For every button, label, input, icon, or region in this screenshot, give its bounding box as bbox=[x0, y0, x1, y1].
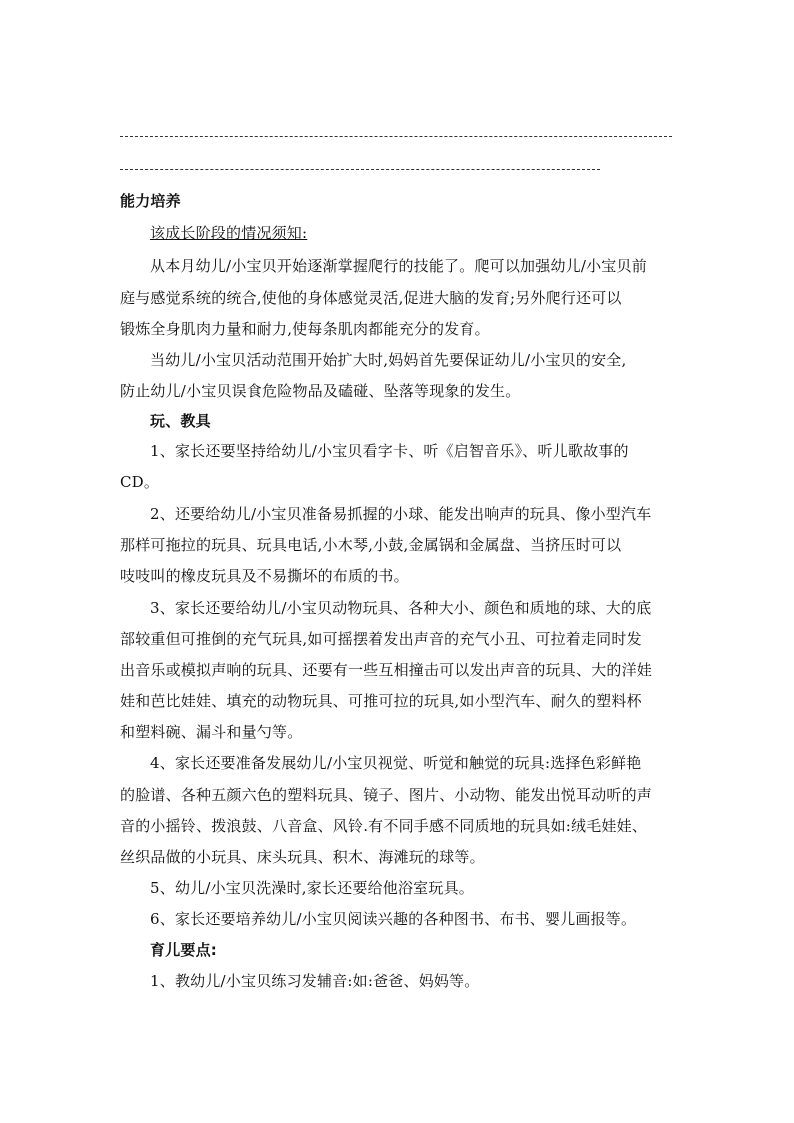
notice-heading: 该成长阶段的情况须知: bbox=[150, 224, 308, 242]
section-title: 能力培养 bbox=[120, 192, 181, 210]
paragraph-line: 当幼儿/小宝贝活动范围开始扩大时,妈妈首先要保证幼儿/小宝贝的安全, bbox=[150, 351, 627, 369]
list-item-line: 3、家长还要给幼儿/小宝贝动物玩具、各种大小、颜色和质地的球、大的底 bbox=[150, 599, 652, 617]
list-item-line: 1、教幼儿/小宝贝练习发辅音:如:爸爸、妈妈等。 bbox=[150, 972, 480, 990]
list-item-line: 娃和芭比娃娃、填充的动物玩具、可推可拉的玩具,如小型汽车、耐久的塑料杯 bbox=[120, 692, 642, 710]
list-item-line: 1、家长还要坚持给幼儿/小宝贝看字卡、听《启智音乐》、听儿歌故事的 bbox=[150, 442, 629, 460]
fill-in-line-1 bbox=[120, 136, 672, 137]
paragraph-line: 防止幼儿/小宝贝误食危险物品及磕碰、坠落等现象的发生。 bbox=[120, 382, 521, 400]
list-item-line: 吱吱叫的橡皮玩具及不易撕坏的布质的书。 bbox=[120, 567, 409, 585]
paragraph-line: 从本月幼儿/小宝贝开始逐渐掌握爬行的技能了。爬可以加强幼儿/小宝贝前 bbox=[150, 257, 647, 275]
paragraph-line: 锻炼全身肌肉力量和耐力,使每条肌肉都能充分的发育。 bbox=[120, 320, 490, 338]
paragraph-line: 庭与感觉系统的统合,使他的身体感觉灵活,促进大脑的发育;另外爬行还可以 bbox=[120, 289, 622, 307]
fill-in-line-2 bbox=[120, 169, 600, 170]
list-item-line: 音的小摇铃、拨浪鼓、八音盒、风铃.有不同手感不同质地的玩具如:绒毛娃娃、 bbox=[120, 817, 648, 835]
list-item-line: CD。 bbox=[120, 473, 160, 491]
list-item-line: 4、家长还要准备发展幼儿/小宝贝视觉、听觉和触觉的玩具:选择色彩鲜艳 bbox=[150, 754, 642, 772]
list-item-line: 的脸谱、各种五颜六色的塑料玩具、镜子、图片、小动物、能发出悦耳动听的声 bbox=[120, 786, 653, 804]
list-item-line: 5、幼儿/小宝贝洗澡时,家长还要给他浴室玩具。 bbox=[150, 879, 474, 897]
parenting-heading: 育儿要点: bbox=[150, 941, 217, 959]
list-item-line: 那样可拖拉的玩具、玩具电话,小木琴,小鼓,金属锅和金属盘、当挤压时可以 bbox=[120, 536, 622, 554]
list-item-line: 丝织品做的小玩具、床头玩具、积木、海滩玩的球等。 bbox=[120, 848, 485, 866]
list-item-line: 和塑料碗、漏斗和量勺等。 bbox=[120, 723, 303, 741]
list-item-line: 出音乐或模拟声响的玩具、还要有一些互相撞击可以发出声音的玩具、大的洋娃 bbox=[120, 661, 653, 679]
list-item-line: 部较重但可推倒的充气玩具,如可摇摆着发出声音的充气小丑、可拉着走同时发 bbox=[120, 630, 642, 648]
list-item-line: 6、家长还要培养幼儿/小宝贝阅读兴趣的各种图书、布书、婴儿画报等。 bbox=[150, 910, 637, 928]
toys-heading: 玩、教具 bbox=[150, 412, 211, 430]
list-item-line: 2、还要给幼儿/小宝贝准备易抓握的小球、能发出响声的玩具、像小型汽车 bbox=[150, 505, 652, 523]
